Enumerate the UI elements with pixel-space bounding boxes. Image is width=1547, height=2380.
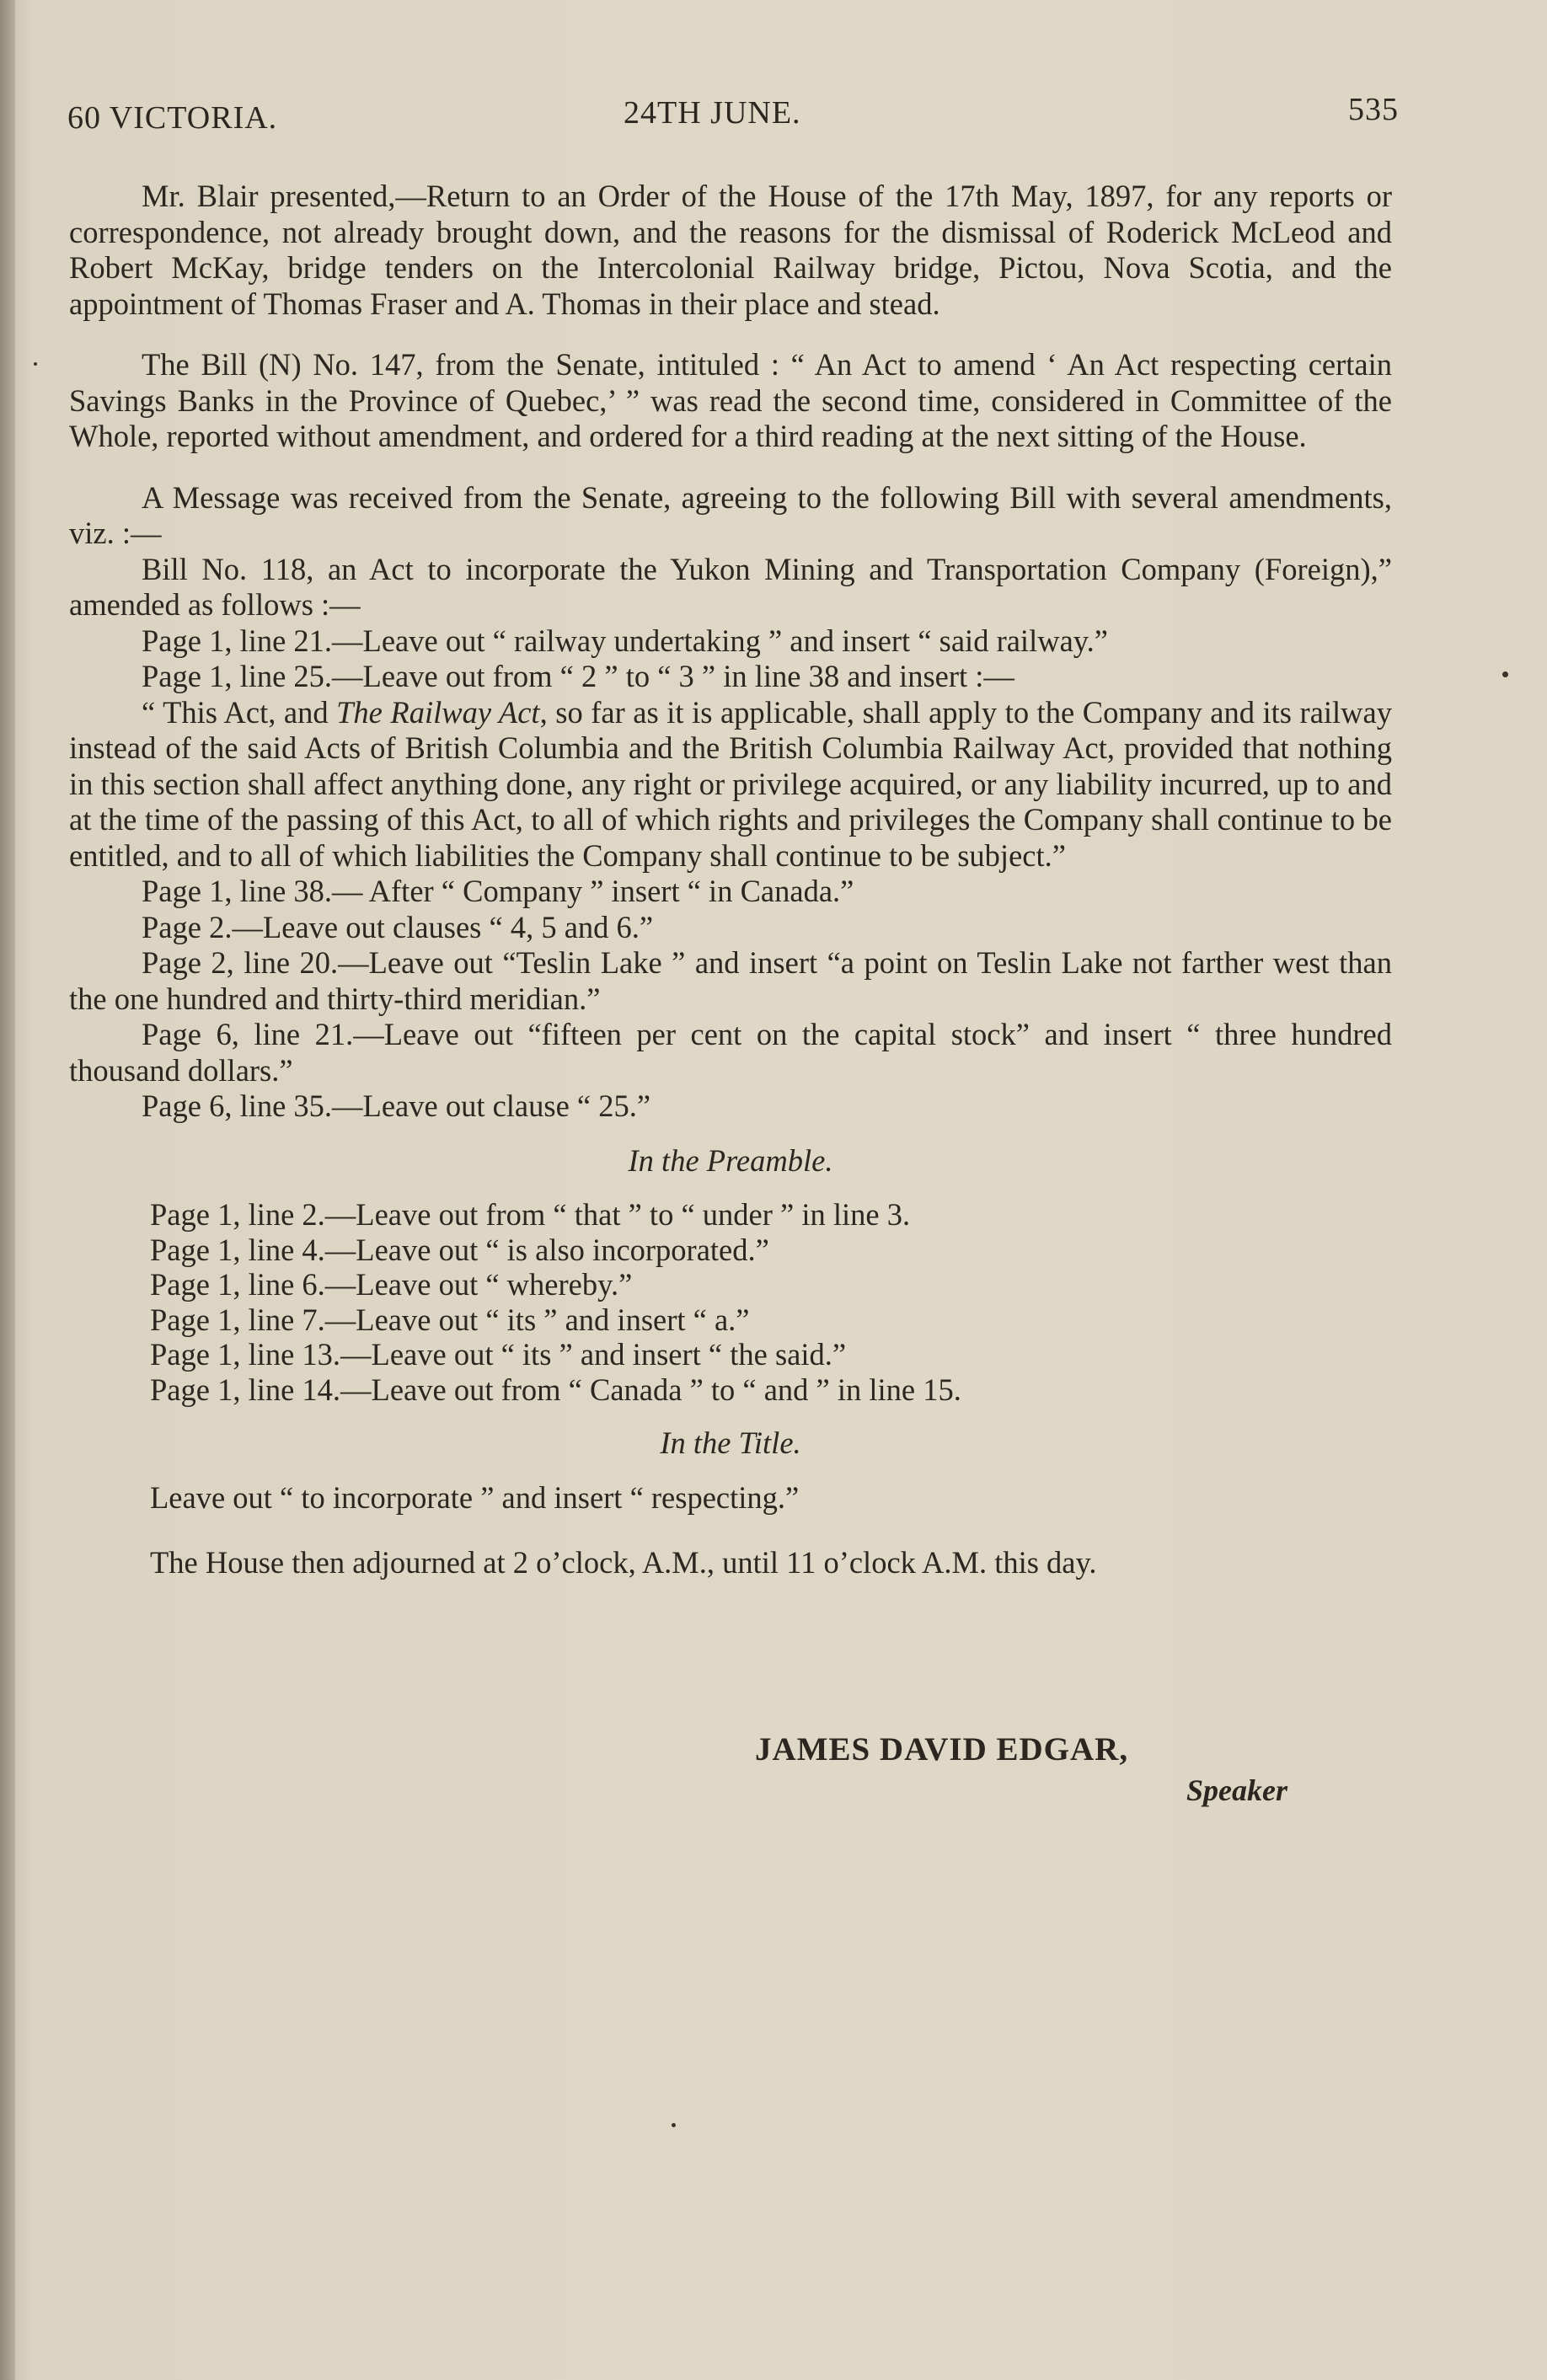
amendment-inserted-clause <box>69 695 1392 874</box>
paragraph-bill-147: The Bill (N) No. 147, from the Senate, intituled : “ An Act to amend ‘ An Act respecting certain Savings Banks in the Province of Quebec,’ ” was read the second time, considered in Committee of the Whole, reported without amendment, and ordered for a third reading at the next sitting of the House. <box>69 347 1392 453</box>
amendment-page6-line21: Page 6, line 21.—Leave out “fifteen per cent on the capital stock” and insert “ three hundred thousand dollars.” <box>69 1017 1392 1088</box>
amendment-page1-line21: Page 1, line 21.—Leave out “ railway undertaking ” and insert “ said railway.” <box>142 623 1108 658</box>
railway-act-title: The Railway Act <box>336 694 540 730</box>
preamble-heading: In the Preamble. <box>628 1142 833 1178</box>
adjournment-text: The House then adjourned at 2 o’clock, A.M., until 11 o’clock A.M. this day. <box>150 1545 1097 1580</box>
journal-body <box>69 179 1392 1581</box>
page-number: 535 <box>1348 92 1399 127</box>
preamble-item: Page 1, line 14.—Leave out from “ Canada ” to “ and ” in line 15. <box>150 1372 961 1407</box>
paper-speck <box>34 362 37 366</box>
running-header <box>67 91 1399 142</box>
page-binding-edge <box>0 0 15 2380</box>
title-amendment: Leave out “ to incorporate ” and insert “ respecting.” <box>150 1479 800 1515</box>
preamble-item: Page 1, line 7.—Leave out “ its ” and insert “ a.” <box>150 1302 750 1337</box>
paper-speck <box>1502 671 1508 677</box>
clause-text-start: “ This Act, and <box>142 694 337 730</box>
paragraph-senate-message: A Message was received from the Senate, agreeing to the following Bill with several amendments, viz. :— <box>69 479 1392 550</box>
preamble-item: Page 1, line 4.—Leave out “ is also incorporated.” <box>150 1232 769 1267</box>
amendment-page2-line20: Page 2, line 20.—Leave out “Teslin Lake ” and insert “a point on Teslin Lake not farther west than the one hundred and thirty-third meridian.” <box>69 945 1392 1016</box>
amendment-page6-line35: Page 6, line 35.—Leave out clause “ 25.” <box>142 1088 651 1123</box>
amendment-page1-line25: Page 1, line 25.—Leave out from “ 2 ” to “ 3 ” in line 38 and insert :— <box>142 659 1014 693</box>
title-heading: In the Title. <box>660 1425 801 1460</box>
paper-speck <box>672 2123 676 2127</box>
preamble-item: Page 1, line 2.—Leave out from “ that ” to “ under ” in line 3. <box>150 1197 911 1232</box>
header-session: 60 VICTORIA. <box>67 100 278 136</box>
signature-name: JAMES DAVID EDGAR, <box>755 1731 1129 1768</box>
amendment-page1-line38: Page 1, line 38.— After “ Company ” insert “ in Canada.” <box>142 874 854 908</box>
amendment-page2: Page 2.—Leave out clauses “ 4, 5 and 6.” <box>142 909 654 944</box>
preamble-item: Page 1, line 6.—Leave out “ whereby.” <box>150 1267 633 1302</box>
header-date: 24TH JUNE. <box>624 95 801 131</box>
signature-title: Speaker <box>1186 1773 1287 1807</box>
paragraph-blair-return: Mr. Blair presented,—Return to an Order of the House of the 17th May, 1897, for any reports or correspondence, not already brought down, and the reasons for the dismissal of Roderick McLeod and Robert McKay, bridge tenders on the Intercolonial Railway bridge, Pictou, Nova Scotia, and the appointment of Thomas Fraser and A. Thomas in their place and stead. <box>69 179 1392 321</box>
clause-text-rest: , so far as it is applicable, shall apply to the Company and its railway instead of the said Acts of British Columbia and the British Columbia Railway Act, provided that nothing in this section shall affect anything done, any right or privilege acquired, or any liability incurred, up to and at the time of the passing of this Act, to all of which rights and privileges the Company shall continue to be entitled, and to all of which liabilities the Company shall continue to be subject.” <box>69 694 1392 873</box>
paragraph-bill-118: Bill No. 118, an Act to incorporate the Yukon Mining and Transportation Company (Foreign),” amended as follows :— <box>69 551 1392 622</box>
preamble-item: Page 1, line 13.—Leave out “ its ” and insert “ the said.” <box>150 1337 847 1372</box>
